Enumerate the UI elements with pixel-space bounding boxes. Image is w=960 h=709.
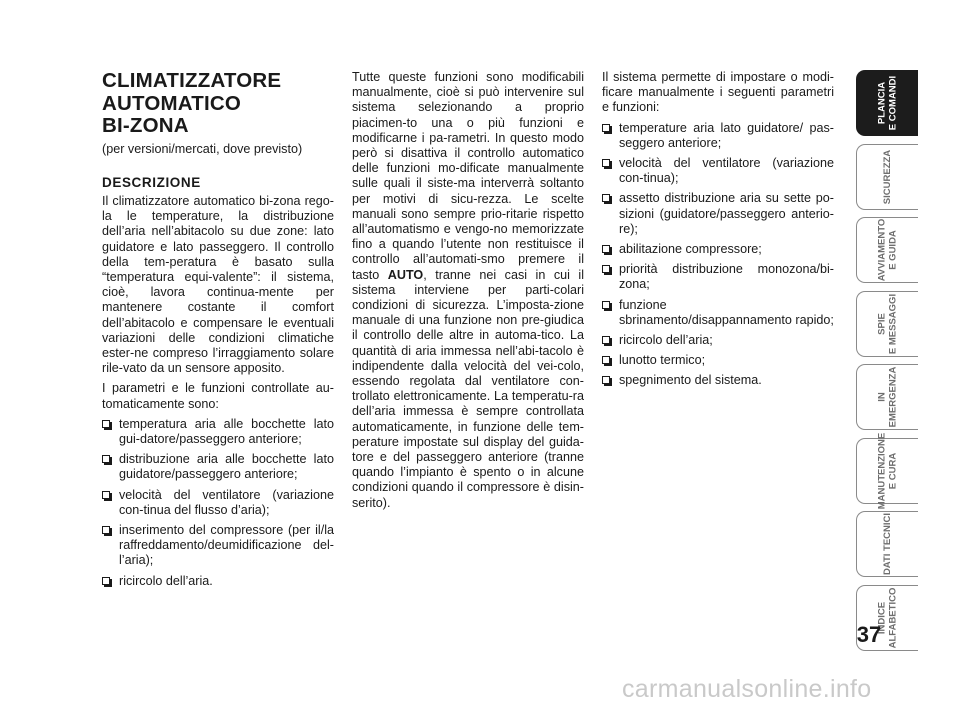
- list-item: temperatura aria alle bocchette lato gui-datore/passeggero anteriore;: [102, 417, 334, 447]
- paragraph: Il sistema permette di impostare o modi-ficare manualmente i seguenti parametri e funzioni:: [602, 70, 834, 115]
- page-title: [102, 70, 334, 138]
- tab-label: IN EMERGENZA: [876, 366, 898, 428]
- list-item: spegnimento del sistema.: [602, 373, 834, 388]
- list-item: velocità del ventilatore (variazione con-tinua);: [602, 156, 834, 186]
- list-item: funzione sbrinamento/disappannamento rapido;: [602, 298, 834, 328]
- checkbox-bullet-icon: [602, 356, 610, 364]
- column-left: [102, 70, 334, 594]
- tab-label: INDICE ALFABETICO: [876, 587, 898, 648]
- bullet-list: [602, 121, 834, 389]
- tab-spie-e-messaggi[interactable]: [856, 291, 918, 357]
- list-item: distribuzione aria alle bocchette lato guidatore/passeggero anteriore;: [102, 452, 334, 482]
- section-heading: DESCRIZIONE: [102, 174, 201, 190]
- page-number: 37: [856, 622, 882, 647]
- list-item: priorità distribuzione monozona/bi-zona;: [602, 262, 834, 292]
- auto-button-name: AUTO: [387, 267, 424, 282]
- checkbox-bullet-icon: [602, 159, 610, 167]
- list-item: assetto distribuzione aria su sette po-sizioni (guidatore/passeggero anterio-re);: [602, 191, 834, 237]
- bullet-list: [102, 417, 334, 589]
- subtitle: (per versioni/mercati, dove previsto): [102, 141, 303, 156]
- list-item: temperature aria lato guidatore/ pas-seggero anteriore;: [602, 121, 834, 151]
- list-item: inserimento del compressore (per il/la raffreddamento/deumidificazione del-l’aria);: [102, 523, 334, 569]
- paragraph: Tutte queste funzioni sono modificabili manualmente, cioè si può intervenire sul sistema selezionando a proprio piacimen-to una o più funzioni e modificarne i pa-rametri. In questo modo però si disattiva il controllo automatico delle funzioni mo-dificate manualmente sulle quali il siste-ma interverrà soltanto per motivi di sicu-rezza. Le scelte manuali sono sempre prio-ritarie rispetto all’automatismo e vengo-no memorizzate fino a quando l’utente non restituisce il controllo all’automati-smo premere il tasto AUTO, tranne nei casi in cui il sistema interviene per parti-colari condizioni di sicurezza. L’imposta-zione manuale di una funzione non pre-giudica il controllo delle altre in automa-tico. La quantità di aria immessa nell’abi-tacolo è indipendente dalla velocità del vei-colo, essendo regolata dal ventilatore con-trollato elettronicamente. La temperatu-ra dell’aria immessa è sempre controllata automaticamente, in funzione delle tem-perature impostate sul display del guida-tore e del passeggero anteriore (tranne quando l’impianto è spento o in alcune condizioni quando il compressore è disin-serito).: [352, 70, 584, 510]
- column-middle: [352, 70, 584, 516]
- list-item: abilitazione compressore;: [602, 242, 834, 257]
- tab-avviamento-e-guida[interactable]: [856, 217, 918, 283]
- tab-plancia-e-comandi[interactable]: [856, 70, 918, 136]
- checkbox-bullet-icon: [602, 124, 610, 132]
- tab-dati-tecnici[interactable]: [856, 511, 918, 577]
- checkbox-bullet-icon: [602, 194, 610, 202]
- paragraph: I parametri e le funzioni controllate au-tomaticamente sono:: [102, 381, 334, 411]
- list-item: lunotto termico;: [602, 353, 834, 368]
- section-tabs: [856, 70, 918, 658]
- title-line-1: CLIMATIZZATORE: [102, 69, 282, 92]
- checkbox-bullet-icon: [102, 526, 110, 534]
- tab-sicurezza[interactable]: [856, 144, 918, 210]
- checkbox-bullet-icon: [102, 491, 110, 499]
- tab-label: PLANCIA E COMANDI: [876, 75, 898, 131]
- list-item: velocità del ventilatore (variazione con-tinua del flusso d’aria);: [102, 488, 334, 518]
- title-line-3: BI-ZONA: [102, 114, 189, 137]
- tab-label: AVVIAMENTO E GUIDA: [876, 218, 898, 282]
- watermark: carmanualsonline.info: [622, 675, 872, 703]
- tab-label: SICUREZZA: [881, 149, 893, 204]
- checkbox-bullet-icon: [602, 265, 610, 273]
- tab-label: SPIE E MESSAGGI: [876, 293, 898, 354]
- checkbox-bullet-icon: [602, 336, 610, 344]
- title-line-2: AUTOMATICO: [102, 91, 242, 115]
- checkbox-bullet-icon: [602, 245, 610, 253]
- tab-manutenzione-e-cura[interactable]: [856, 432, 918, 509]
- list-item: ricircolo dell’aria.: [102, 574, 334, 589]
- column-right: [602, 70, 834, 394]
- paragraph: Il climatizzatore automatico bi-zona rego-la le temperature, la distribuzione dell’aria nell’abitacolo su due zone: lato guidatore e lato passeggero. Il controllo della tem-peratura è basato sulla “temperatura equi-valente”: il sistema, cioè, lavora continua-mente per mantenere costante il comfort dell’abitacolo e compensare le eventuali variazioni delle condizioni climatiche ester-ne compreso l’irraggiamento solare rile-vato da un sensore apposito.: [102, 193, 334, 376]
- checkbox-bullet-icon: [102, 577, 110, 585]
- tab-in-emergenza[interactable]: [856, 364, 918, 430]
- checkbox-bullet-icon: [102, 455, 110, 463]
- list-item: ricircolo dell’aria;: [602, 333, 834, 348]
- tab-label: DATI TECNICI: [881, 512, 893, 576]
- checkbox-bullet-icon: [602, 376, 610, 384]
- checkbox-bullet-icon: [102, 420, 110, 428]
- tab-label: MANUTENZIONE E CURA: [876, 432, 898, 509]
- checkbox-bullet-icon: [602, 301, 610, 309]
